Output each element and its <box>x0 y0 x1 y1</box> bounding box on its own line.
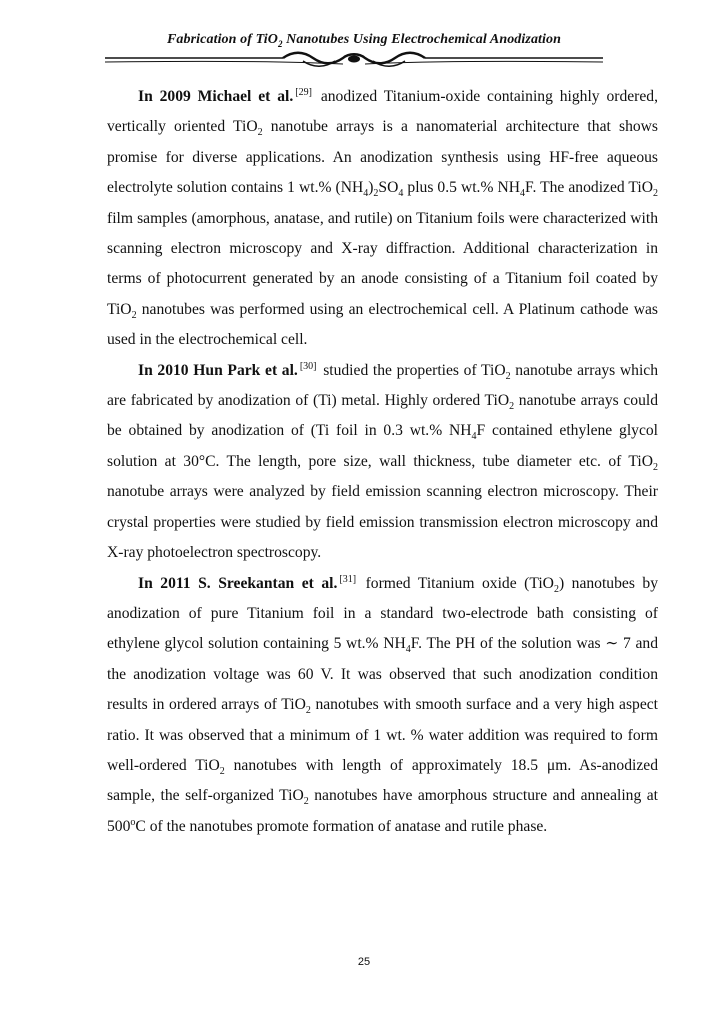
subscript: 2 <box>553 583 559 595</box>
subscript: 2 <box>305 705 311 717</box>
running-header <box>0 32 728 49</box>
text-run: plus 0.5 wt.% NH <box>403 179 521 197</box>
subscript: 2 <box>373 188 379 200</box>
paragraph-park-2010 <box>107 356 658 569</box>
text-run: nanotubes was performed using an electrochemical cell. A Platinum cathode was used in the electrochemical cell. <box>107 300 658 349</box>
subscript: 4 <box>471 431 477 443</box>
text-run: studied the properties of TiO <box>318 361 506 379</box>
subscript: 2 <box>653 461 658 473</box>
paragraph-sreekantan-2011 <box>107 569 658 843</box>
text-run: C of the nanotubes promote formation of anatase and rutile phase. <box>135 817 548 835</box>
text-run: ) nanotubes by anodization of pure Titanium foil in a standard two-electrode bath consisting of ethylene glycol solution containing 5 wt.% NH <box>107 574 659 653</box>
text-run: F. The PH of the solution was ∼ 7 and the anodization voltage was 60 V. It was observed that such anodization condition results in ordered arrays of TiO <box>107 635 658 714</box>
text-run: F contained ethylene glycol solution at 30°C. The length, pore size, wall thickness, tube diameter etc. of TiO <box>107 422 658 470</box>
subscript: 2 <box>505 370 511 382</box>
paragraph-lead: In 2010 Hun Park et al. <box>138 361 298 379</box>
text-run: SO <box>378 179 399 197</box>
text-run: nanotube arrays which are fabricated by anodization of (Ti) metal. Highly ordered TiO <box>107 361 659 410</box>
text-run: nanotubes with length of approximately 18.5 μm. As-anodized sample, the self-organized TiO <box>107 756 658 805</box>
body-text <box>107 82 658 842</box>
subscript: 2 <box>219 766 225 778</box>
subscript: 2 <box>303 796 309 808</box>
paragraph-body <box>107 88 658 348</box>
subscript: 2 <box>131 309 137 321</box>
superscript: o <box>130 816 136 828</box>
citation-ref: [29] <box>295 87 312 98</box>
text-run: film samples (amorphous, anatase, and rutile) on Titanium foils were characterized with scanning electron microscopy and X-ray diffraction. Additional characterization in terms of photocurrent generated by an anode consisting of a Titanium foil coated by TiO <box>107 209 658 318</box>
citation-ref: [31] <box>339 573 357 585</box>
subscript: 2 <box>257 127 263 139</box>
text-run: ) <box>368 179 374 197</box>
text-run: formed Titanium oxide (TiO <box>358 574 554 592</box>
text-run: nanotubes with smooth surface and a very high aspect ratio. It was observed that a minimum of 1 wt. % water addition was required to form well-ordered TiO <box>107 696 658 774</box>
header-title-part2: Nanotubes Using Electrochemical Anodization <box>282 32 562 47</box>
header-title-subscript: 2 <box>277 38 283 49</box>
text-run: nanotube arrays were analyzed by field emission scanning electron microscopy. Their crystal properties were studied by field emission transmission electron microscopy and X-ray photoelectron spectroscopy. <box>107 483 658 562</box>
subscript: 4 <box>405 644 411 656</box>
paragraph-lead: In 2009 Michael et al. <box>138 88 294 105</box>
page-number: 25 <box>357 956 371 968</box>
subscript: 4 <box>398 188 404 200</box>
text-run: nanotube arrays is a nanomaterial architecture that shows promise for diverse applications. An anodization synthesis using HF-free aqueous electrolyte solution contains 1 wt.% (NH <box>107 118 658 197</box>
text-run: F. The anodized TiO <box>525 179 653 197</box>
subscript: 4 <box>520 188 526 200</box>
text-run: nanotubes have amorphous structure and annealing at 500 <box>107 787 658 835</box>
paragraph-lead: In 2011 S. Sreekantan et al. <box>138 574 338 592</box>
text-run: anodized Titanium-oxide containing highly ordered, vertically oriented TiO <box>107 88 658 136</box>
text-run: nanotube arrays could be obtained by anodization of (Ti foil in 0.3 wt.% NH <box>107 392 659 440</box>
citation-ref: [30] <box>299 360 317 372</box>
paragraph-body <box>107 362 658 561</box>
header-ornament <box>103 49 605 71</box>
subscript: 4 <box>363 188 369 200</box>
header-title-part1: Fabrication of TiO <box>166 32 278 47</box>
paragraph-michael-2009 <box>107 82 658 356</box>
subscript: 2 <box>509 401 515 413</box>
subscript: 2 <box>653 188 658 200</box>
paragraph-body <box>107 575 658 835</box>
